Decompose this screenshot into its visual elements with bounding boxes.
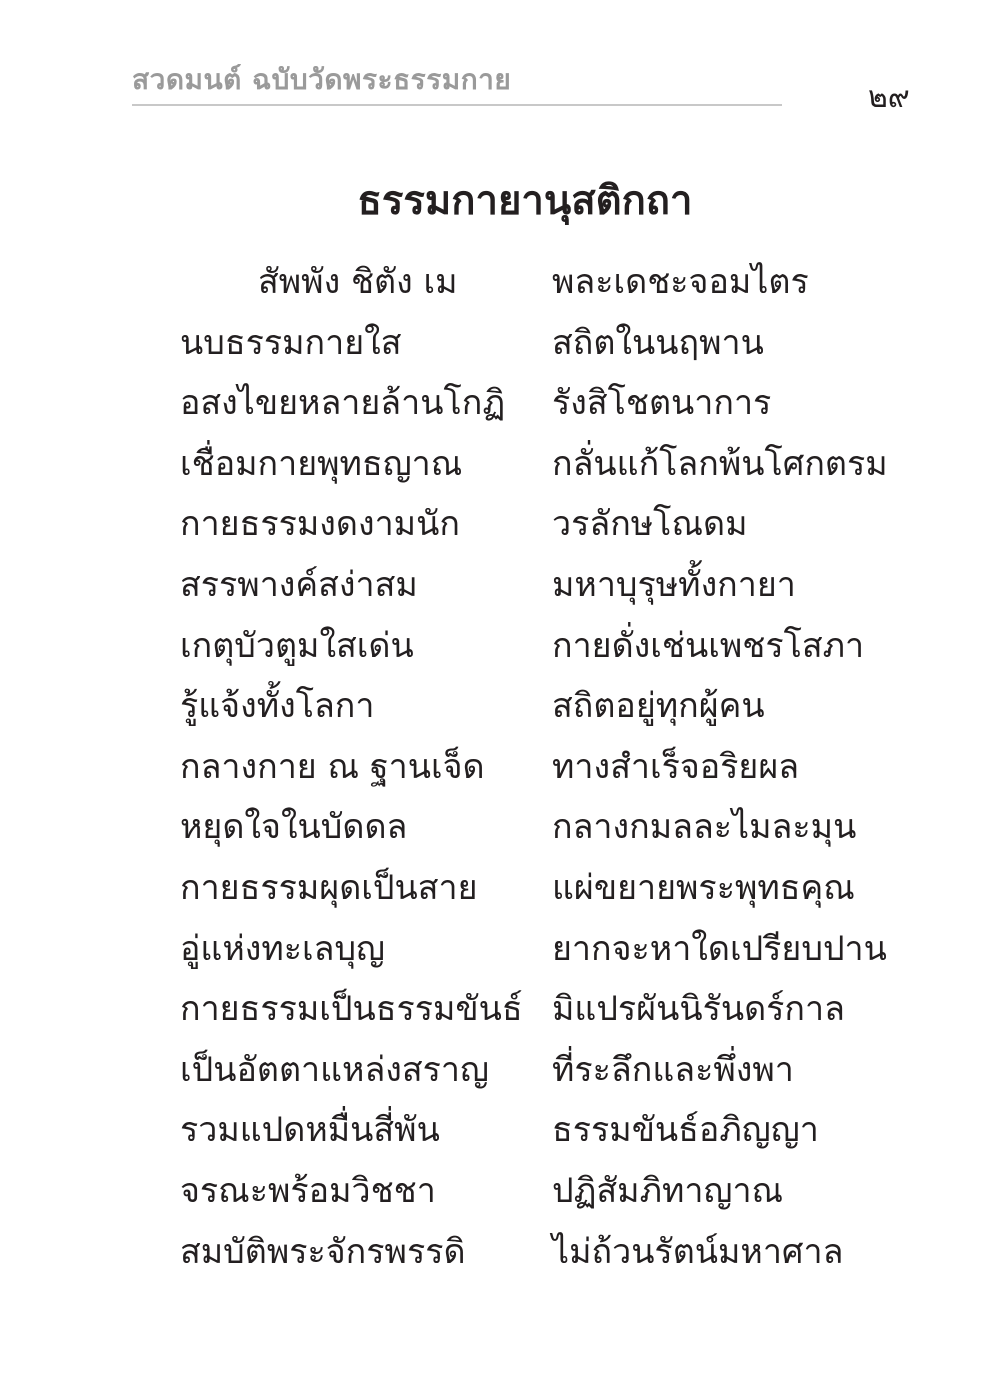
verse-second-line: ปฏิสัมภิทาญาณ	[552, 1170, 784, 1211]
verse-second-line: พละเดชะจอมไตร	[552, 262, 809, 302]
verse-row	[0, 919, 1000, 980]
running-header-title: สวดมนต์ ฉบับวัดพระธรรมกาย	[132, 63, 512, 96]
verse-block	[0, 252, 1000, 1282]
poem-title: ธรรมกายานุสติกถา	[357, 178, 693, 224]
verse-row	[0, 252, 1000, 313]
verse-second-line: สถิตในนฤพาน	[552, 322, 764, 363]
verse-first-line: สัพพัง ชิตัง เม	[258, 262, 458, 302]
verse-first-line: จรณะพร้อมวิชชา	[180, 1170, 436, 1211]
verse-row	[0, 737, 1000, 798]
verse-first-line: กายธรรมงดงามนัก	[180, 504, 460, 545]
verse-row	[0, 1161, 1000, 1222]
verse-second-line: กลางกมลละไมละมุน	[552, 807, 857, 848]
verse-second-line: ที่ระลึกและพึ่งพา	[552, 1049, 794, 1090]
verse-row	[0, 313, 1000, 374]
verse-row	[0, 979, 1000, 1040]
verse-second-line: แผ่ขยายพระพุทธคุณ	[552, 867, 855, 908]
verse-first-line: หยุดใจในบัดดล	[180, 807, 408, 848]
verse-first-line: กายธรรมผุดเป็นสาย	[180, 867, 478, 908]
verse-second-line: วรลักษโณดม	[552, 504, 748, 545]
verse-first-line: เป็นอัตตาแหล่งสราญ	[180, 1049, 489, 1090]
verse-first-line: สรรพางค์สง่าสม	[180, 564, 418, 605]
verse-row	[0, 494, 1000, 555]
verse-row	[0, 434, 1000, 495]
page-number: ๒๙	[868, 80, 910, 115]
verse-first-line: สมบัติพระจักรพรรดิ	[180, 1231, 466, 1272]
verse-row	[0, 616, 1000, 677]
verse-first-line: รวมแปดหมื่นสี่พัน	[180, 1110, 440, 1151]
verse-row	[0, 373, 1000, 434]
verse-row	[0, 797, 1000, 858]
verse-row	[0, 676, 1000, 737]
verse-second-line: ยากจะหาใดเปรียบปาน	[552, 928, 887, 969]
verse-first-line: กายธรรมเป็นธรรมขันธ์	[180, 989, 523, 1030]
verse-row	[0, 1040, 1000, 1101]
verse-second-line: กายดั่งเช่นเพชรโสภา	[552, 625, 865, 666]
verse-second-line: มิแปรผันนิรันดร์กาล	[552, 989, 845, 1030]
verse-first-line: อู่แห่งทะเลบุญ	[180, 928, 386, 969]
verse-second-line: มหาบุรุษทั้งกายา	[552, 564, 796, 605]
verse-row	[0, 858, 1000, 919]
verse-first-line: เชื่อมกายพุทธญาณ	[180, 443, 463, 484]
verse-second-line: ทางสำเร็จอริยผล	[552, 746, 800, 787]
verse-second-line: รังสิโชตนาการ	[552, 383, 772, 424]
verse-second-line: ไม่ถ้วนรัตน์มหาศาล	[552, 1231, 844, 1272]
verse-second-line: ธรรมขันธ์อภิญญา	[552, 1110, 819, 1151]
verse-first-line: อสงไขยหลายล้านโกฏิ	[180, 383, 506, 424]
verse-row	[0, 1222, 1000, 1283]
verse-row	[0, 1100, 1000, 1161]
verse-row	[0, 555, 1000, 616]
header-divider	[132, 104, 782, 106]
verse-second-line: สถิตอยู่ทุกผู้คน	[552, 686, 765, 727]
verse-first-line: รู้แจ้งทั้งโลกา	[180, 686, 375, 727]
verse-first-line: นบธรรมกายใส	[180, 322, 402, 363]
verse-second-line: กลั่นแก้โลกพ้นโศกตรม	[552, 443, 888, 484]
verse-first-line: กลางกาย ณ ฐานเจ็ด	[180, 746, 485, 787]
verse-first-line: เกตุบัวตูมใสเด่น	[180, 625, 414, 666]
